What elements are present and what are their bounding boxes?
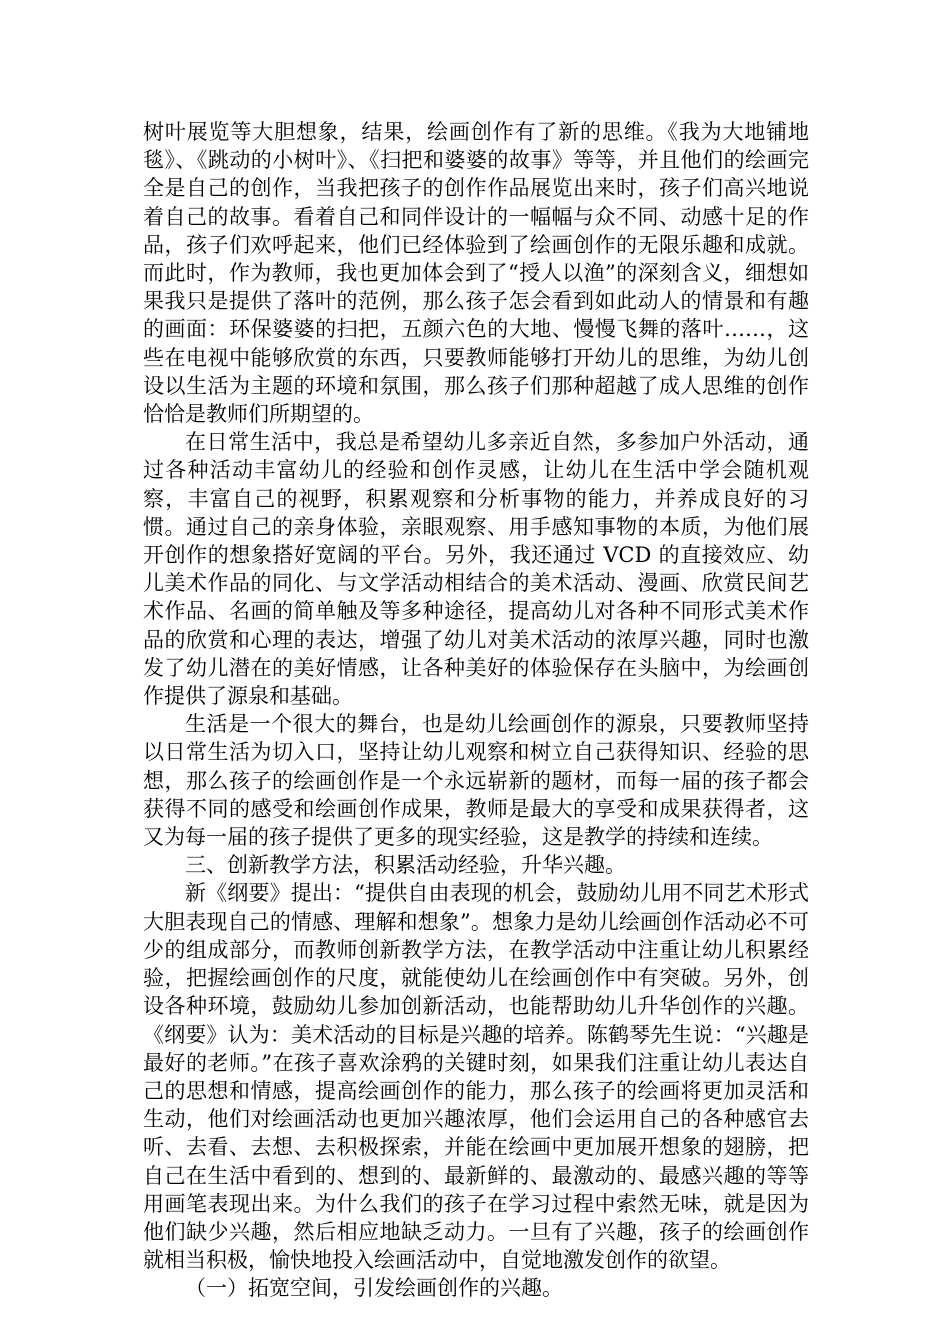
body-paragraph-4: 新《纲要》提出：“提供自由表现的机会，鼓励幼儿用不同艺术形式大胆表现自己的情感、理解和想象”。想象力是幼儿绘画创作活动必不可少的组成部分，而教师创新教学方法，在教学活动中注重让幼儿积累经验，把握绘画创作的尺度，就能使幼儿在绘画创作中有突破。另外，创设各种环境，鼓励幼儿参加创新活动，也能帮助幼儿升华创作的兴趣。《纲要》认为：美术活动的目标是兴趣的培养。陈鹤琴先生说：“兴趣是最好的老师。”在孩子喜欢涂鸦的关键时刻，如果我们注重让幼儿表达自己的思想和情感，提高绘画创作的能力，那么孩子的绘画将更加灵活和生动，他们对绘画活动也更加兴趣浓厚，他们会运用自己的各种感官去听、去看、去想、去积极探索，并能在绘画中更加展开想象的翅膀，把自己在生活中看到的、想到的、最新鲜的、最激动的、最感兴趣的等等用画笔表现出来。为什么我们的孩子在学习过程中索然无味，就是因为他们缺少兴趣，然后相应地缺乏动力。一旦有了兴趣，孩子的绘画创作就相当积极，愉快地投入绘画活动中，自觉地激发创作的欲望。 xyxy=(143,881,809,1273)
subsection-heading-1: （一）拓宽空间，引发绘画创作的兴趣。 xyxy=(185,1276,563,1301)
body-paragraph-2: 在日常生活中，我总是希望幼儿多亲近自然，多参加户外活动，通过各种活动丰富幼儿的经验和创作灵感，让幼儿在生活中学会随机观察，丰富自己的视野，积累观察和分析事物的能力，并养成良好的习惯。通过自己的亲身体验，亲眼观察、用手感知事物的本质，为他们展开创作的想象搭好宽阔的平台。另外，我还通过 VCD 的直接效应、幼儿美术作品的同化、与文学活动相结合的美术活动、漫画、欣赏民间艺术作品、名画的简单触及等多种途径，提高幼儿对各种不同形式美术作品的欣赏和心理的表达，增强了幼儿对美术活动的浓厚兴趣，同时也激发了幼儿潜在的美好情感，让各种美好的体验保存在头脑中，为绘画创作提供了源泉和基础。 xyxy=(143,430,809,709)
section-heading-3: 三、创新教学方法，积累活动经验，升华兴趣。 xyxy=(185,853,626,878)
body-paragraph-3: 生活是一个很大的舞台，也是幼儿绘画创作的源泉，只要教师坚持以日常生活为切入口，坚持让幼儿观察和树立自己获得知识、经验的思想，那么孩子的绘画创作是一个永远崭新的题材，而每一届的孩子都会获得不同的感受和绘画创作成果，教师是最大的享受和成果获得者，这又为每一届的孩子提供了更多的现实经验，这是教学的持续和连续。 xyxy=(143,712,809,850)
document-page xyxy=(143,118,809,1303)
body-paragraph-1: 树叶展览等大胆想象，结果，绘画创作有了新的思维。《我为大地铺地毯》、《跳动的小树叶》、《扫把和婆婆的故事》等等，并且他们的绘画完全是自己的创作，当我把孩子的创作作品展览出来时，孩子们高兴地说着自己的故事。看着自己和同伴设计的一幅幅与众不同、动感十足的作品，孩子们欢呼起来，他们已经体验到了绘画创作的无限乐趣和成就。而此时，作为教师，我也更加体会到了“授人以渔”的深刻含义，细想如果我只是提供了落叶的范例，那么孩子怎会看到如此动人的情景和有趣的画面：环保婆婆的扫把，五颜六色的大地、慢慢飞舞的落叶……，这些在电视中能够欣赏的东西，只要教师能够打开幼儿的思维，为幼儿创设以生活为主题的环境和氛围，那么孩子们那种超越了成人思维的创作恰恰是教师们所期望的。 xyxy=(143,120,809,427)
